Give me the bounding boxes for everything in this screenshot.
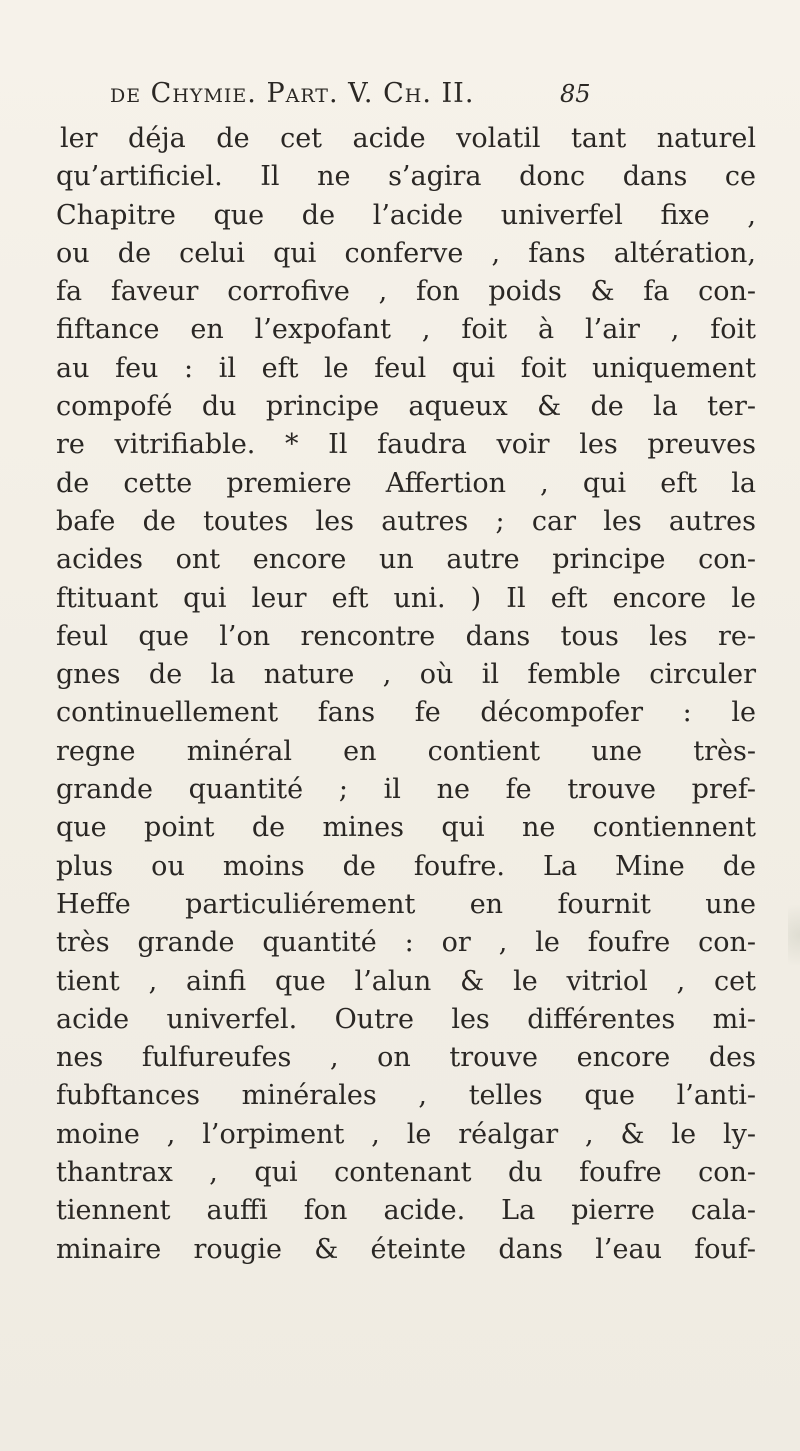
text-line: au feu : il eft le feul qui foit uniquement	[56, 352, 756, 384]
text-line: plus ou moins de foufre. La Mine de	[56, 850, 756, 882]
text-line: continuellement fans fe décompofer : le	[56, 697, 756, 729]
text-line: compofé du principe aqueux & de la ter-	[56, 391, 756, 423]
text-line: Chapitre que de l’acide univerfel fixe ,	[56, 199, 756, 231]
text-line: grande quantité ; il ne fe trouve pref-	[56, 774, 756, 806]
running-head-title: de Chymie. Part. V. Ch. II.	[110, 78, 475, 109]
text-line: acides ont encore un autre principe con-	[56, 544, 756, 576]
running-head	[110, 78, 710, 118]
text-line: ftituant qui leur eft uni. ) Il eft encore le	[56, 582, 756, 614]
text-line: Heffe particuliérement en fournit une	[56, 888, 756, 920]
text-line: tient , ainfi que l’alun & le vitriol , cet	[56, 965, 756, 997]
text-line: ou de celui qui conferve , fans altération,	[56, 237, 756, 269]
text-line: fiftance en l’expofant , foit à l’air , foit	[56, 314, 756, 346]
text-line: acide univerfel. Outre les différentes mi-	[56, 1003, 756, 1035]
text-line: re vitrifiable. * Il faudra voir les preuves	[56, 429, 756, 461]
text-line: que point de mines qui ne contiennent	[56, 812, 756, 844]
text-line: bafe de toutes les autres ; car les autres	[56, 505, 756, 537]
text-line: gnes de la nature , où il femble circuler	[56, 659, 756, 691]
text-line: thantrax , qui contenant du foufre con-	[56, 1157, 756, 1189]
text-line: qu’artificiel. Il ne s’agira donc dans ce	[56, 161, 756, 193]
text-line: très grande quantité : or , le foufre con-	[56, 927, 756, 959]
text-line: ler déja de cet acide volatil tant naturel	[60, 123, 756, 154]
body-text	[56, 120, 756, 1269]
paper-stain	[788, 905, 800, 965]
text-line: tiennent auffi fon acide. La pierre cala-	[56, 1195, 756, 1227]
page-number: 85	[560, 80, 591, 108]
text-line: nes fulfureufes , on trouve encore des	[56, 1042, 756, 1074]
text-line: moine , l’orpiment , le réalgar , & le ly-	[56, 1118, 756, 1150]
text-line: fubftances minérales , telles que l’anti-	[56, 1080, 756, 1112]
text-line: fa faveur corrofive , fon poids & fa con-	[56, 276, 756, 308]
text-line: feul que l’on rencontre dans tous les re-	[56, 620, 756, 652]
text-line: de cette premiere Affertion , qui eft la	[56, 467, 756, 499]
text-line: minaire rougie & éteinte dans l’eau fouf-	[56, 1233, 756, 1265]
text-line: regne minéral en contient une très-	[56, 735, 756, 767]
